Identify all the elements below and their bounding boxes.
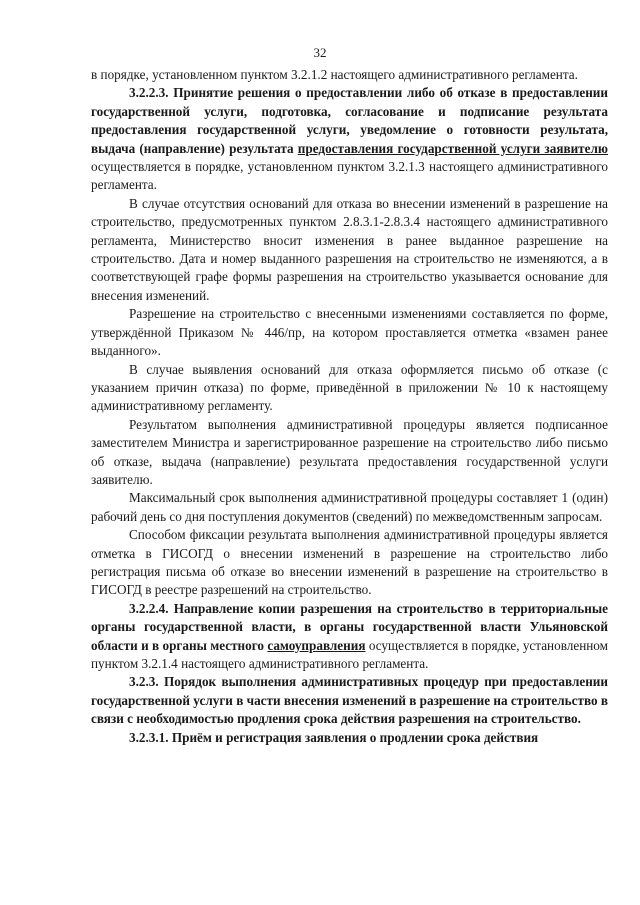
section-heading: 3.2.2.3. Принятие решения о предоставлении либо об отказе в предоставлении государственной услуги, подготовка, согласование и подписание результата предоставления государственной услуги, уведомление о готовности результата, выдача (направление) результата xyxy=(91,85,608,156)
paragraph xyxy=(91,526,608,600)
section-3-2-2-3 xyxy=(91,84,608,194)
section-3-2-3 xyxy=(91,673,608,728)
section-heading: 3.2.3. Порядок выполнения административных процедур при предоставлении государственной услуги в части внесения изменений в разрешение на строительство в связи с необходимостью продления срока действия разрешения на строительство. xyxy=(91,674,608,727)
text-segment: осуществляется в порядке, установленном пунктом 3.2.1.4 настоящего административного регламента. xyxy=(91,637,608,671)
section-3-2-3-1 xyxy=(91,729,608,747)
paragraph xyxy=(91,361,608,416)
text-segment: в порядке, установленном пунктом 3.2.1.2 настоящего административного регламента. xyxy=(91,67,578,82)
paragraph xyxy=(91,195,608,305)
paragraph xyxy=(91,489,608,526)
text-segment: В случае выявления оснований для отказа оформляется письмо об отказе (с указанием причин отказа) по форме, приведённой в приложении № 10 к настоящему административному регламенту. xyxy=(91,361,608,414)
paragraph xyxy=(91,66,608,84)
page-number: 32 xyxy=(313,45,327,60)
text-segment: Способом фиксации результата выполнения административной процедуры является отметка в ГИСОГД о внесении изменений в разрешение на строительство либо регистрация письма об отказе во внесении изменений в разрешение на строительство в ГИСОГД в реестре разрешений на строительство. xyxy=(91,527,608,598)
document-body xyxy=(91,66,608,747)
paragraph xyxy=(91,305,608,360)
section-heading-underlined: предоставления государственной услуги заявителю xyxy=(297,140,608,156)
text-segment: Результатом выполнения административной процедуры является подписанное заместителем Министра и зарегистрированное разрешение на строительство либо письмо об отказе, выдача (направление) результата предоставления государственной услуги заявителю. xyxy=(91,416,608,487)
paragraph xyxy=(91,416,608,490)
text-segment: осуществляется в порядке, установленном пунктом 3.2.1.3 настоящего административного регламента. xyxy=(91,159,608,193)
text-segment: Максимальный срок выполнения административной процедуры составляет 1 (один) рабочий день со дня поступления документов (сведений) по межведомственным запросам. xyxy=(91,490,608,524)
section-heading: 3.2.3.1. Приём и регистрация заявления о продлении срока действия xyxy=(129,729,539,745)
section-heading-underlined: самоуправления xyxy=(267,637,366,653)
text-segment: В случае отсутствия оснований для отказа во внесении изменений в разрешение на строительство, предусмотренных пунктом 2.8.3.1-2.8.3.4 настоящего административного регламента, Министерство вносит изменения в ранее выданное разрешение на строительство. Дата и номер выданного разрешения на строительство не изменяются, а в соответствующей графе формы разрешения на строительство указывается основание для внесения изменений. xyxy=(91,195,608,303)
text-segment: Разрешение на строительство с внесенными изменениями составляется по форме, утверждённой Приказом № 446/пр, на котором проставляется отметка «взамен ранее выданного». xyxy=(91,306,608,359)
section-3-2-2-4 xyxy=(91,600,608,674)
section-heading: 3.2.2.4. Направление копии разрешения на строительство в территориальные органы государственной власти, в органы государственной власти Ульяновской области и в органы местного xyxy=(91,600,608,653)
